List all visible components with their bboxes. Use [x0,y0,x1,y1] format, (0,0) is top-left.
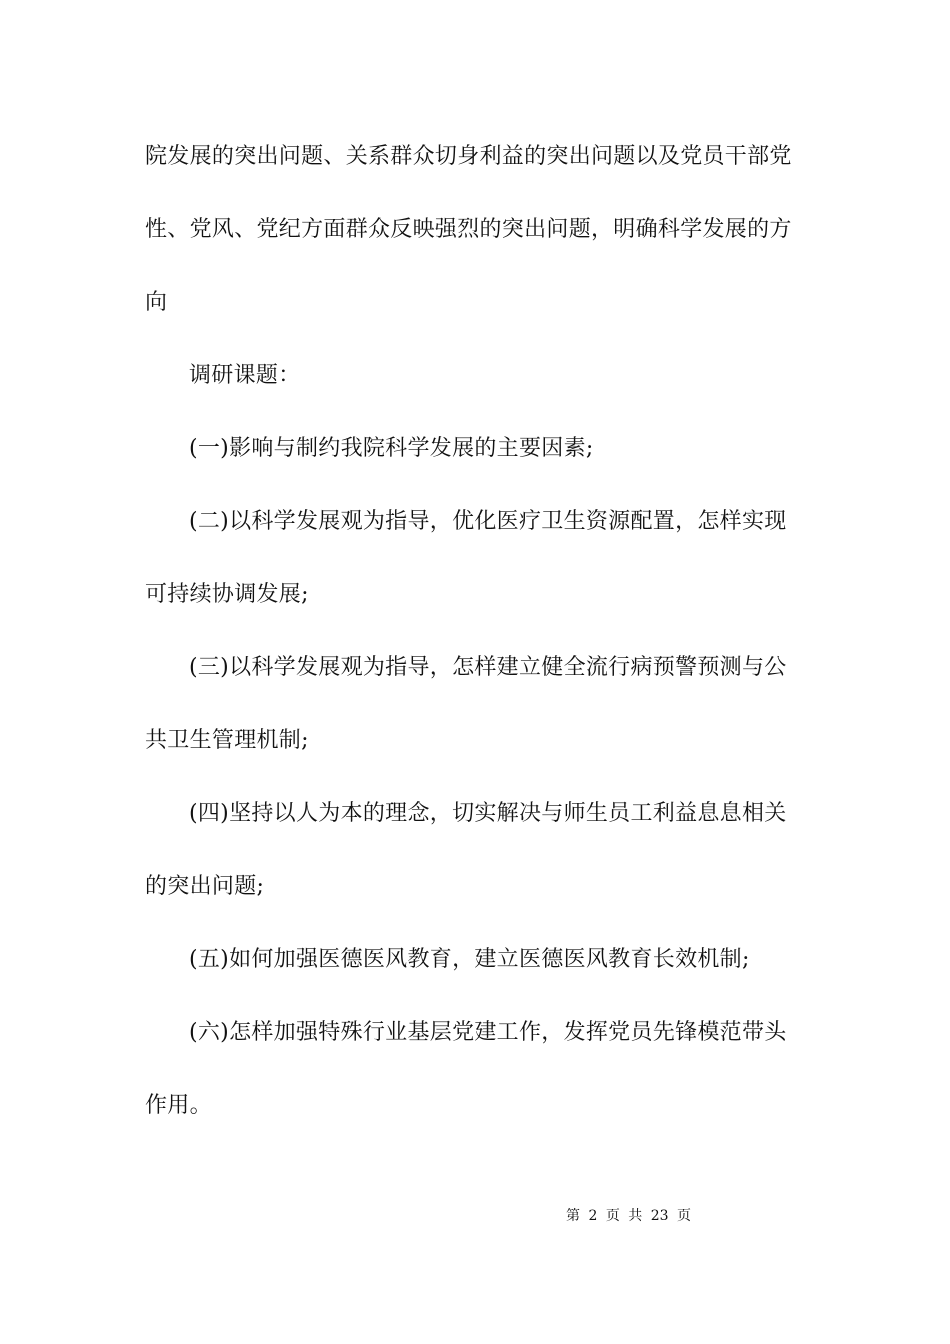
topic-item-6-continued: 作用。 [145,1093,212,1118]
topic-item-3-continued: 共卫生管理机制; [145,728,309,753]
footer-total-word: 共 [628,1208,643,1224]
footer-prefix: 第 [566,1208,580,1224]
topic-item-4-continued: 的突出问题; [145,874,265,899]
section-heading: 调研课题： [189,363,301,388]
footer-current-page: 2 [588,1208,598,1224]
topic-item-1: (一)影响与制约我院科学发展的主要因素; [189,436,594,461]
page-number-footer [566,1206,695,1226]
topic-item-3: (三)以科学发展观为指导，怎样建立健全流行病预警预测与公 [189,655,787,680]
text-line: 向 [145,290,168,315]
document-body [145,120,815,1142]
footer-suffix: 页 [677,1208,692,1224]
topic-item-2: (二)以科学发展观为指导，优化医疗卫生资源配置，怎样实现 [189,509,787,534]
topic-item-5: (五)如何加强医德医风教育，建立医德医风教育长效机制; [189,947,750,972]
text-line: 性、党风、党纪方面群众反映强烈的突出问题，明确科学发展的方 [145,217,792,242]
topic-item-4: (四)坚持以人为本的理念，切实解决与师生员工利益息息相关 [189,801,787,826]
topic-item-6: (六)怎样加强特殊行业基层党建工作，发挥党员先锋模范带头 [189,1020,787,1045]
footer-total-pages: 23 [650,1208,669,1224]
text-line: 院发展的突出问题、关系群众切身利益的突出问题以及党员干部党 [145,144,792,169]
topic-item-2-continued: 可持续协调发展; [145,582,309,607]
footer-page-word: 页 [605,1208,620,1224]
